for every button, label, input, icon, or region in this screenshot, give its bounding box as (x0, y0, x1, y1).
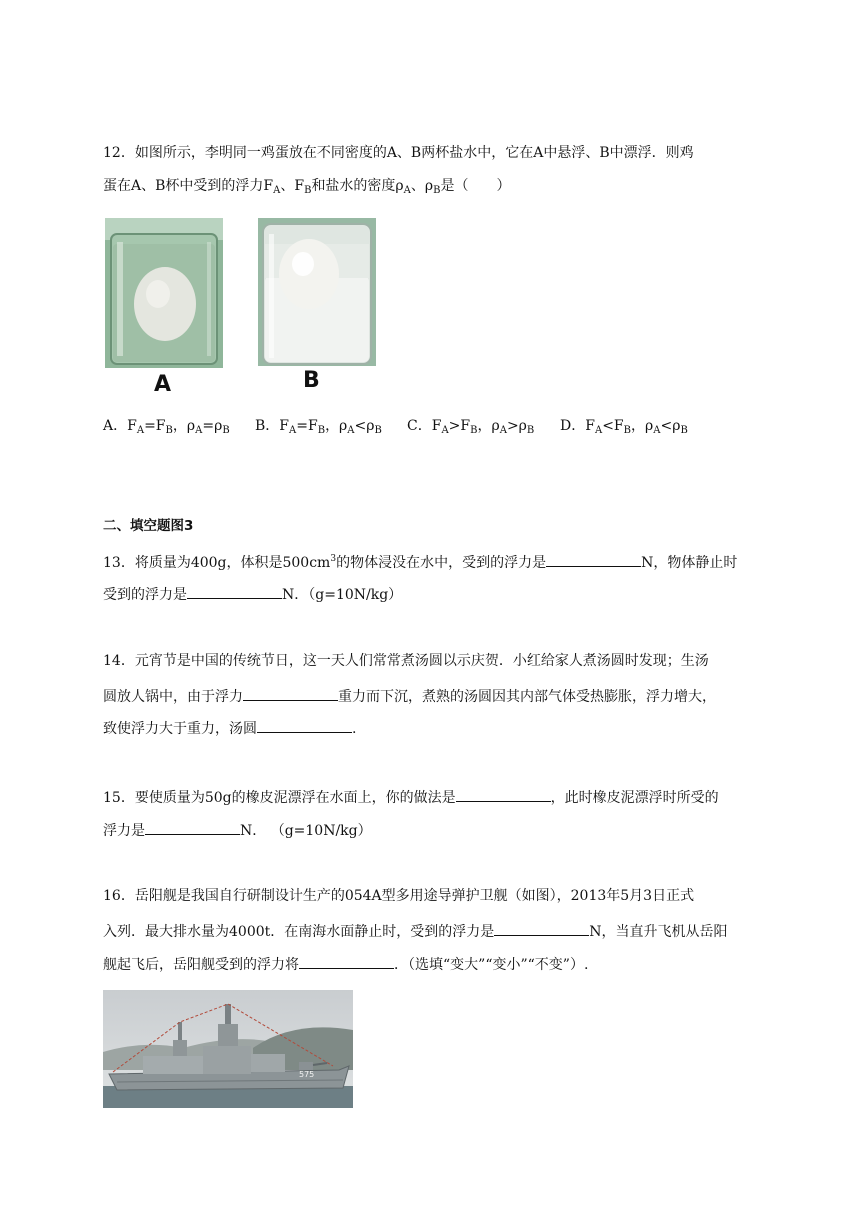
q13-blank-1[interactable] (546, 551, 641, 567)
q16-figure-warship (103, 990, 353, 1108)
q15-blank-2[interactable] (145, 819, 240, 835)
q16-line-3: 舰起飞后，岳阳舰受到的浮力将 ．（选填“变大”“变小”“不变”）. (103, 953, 588, 975)
warship-photo (103, 990, 353, 1108)
q16-line-2: 入列．最大排水量为4000t．在南海水面静止时，受到的浮力是 N，当直升飞机从岳阳 (103, 920, 728, 942)
q12-text-1: 如图所示，李明同一鸡蛋放在不同密度的A、B两杯盐水中，它在A中悬浮、B中漂浮．则鸡 (134, 145, 694, 161)
q15-line-2: 浮力是 N． （g=10N/kg） (103, 819, 372, 841)
beaker-b-label: B (303, 368, 320, 393)
q12-option-a[interactable]: A．$F_A=F_B$，$\rho_A=\rho_B$ (103, 418, 230, 436)
q12-option-d[interactable]: D．$F_A<F_B$，$\rho_A<\rho_B$ (560, 418, 688, 436)
section-2-heading: 二、填空题图3 (103, 518, 194, 534)
q14-blank-1[interactable] (243, 685, 338, 701)
q12-options (103, 416, 688, 436)
q16-blank-2[interactable] (299, 953, 394, 969)
q14-line-2: 圆放人锅中，由于浮力 重力而下沉，煮熟的汤圆因其内部气体受热膨胀，浮力增大， (103, 685, 716, 707)
q12-option-c[interactable]: C．$F_A>F_B$，$\rho_A>\rho_B$ (407, 418, 535, 436)
q14-line-1: 14．元宵节是中国的传统节日，这一天人们常常煮汤圆以示庆贺．小红给家人煮汤圆时发现；生汤 (103, 653, 709, 669)
q14-blank-2[interactable] (257, 717, 352, 733)
q13-blank-2[interactable] (187, 583, 282, 599)
q13-line-1: 13．将质量为400g，体积是$500cm^3$的物体浸没在水中，受到的浮力是 N，物体静止时 (103, 551, 737, 573)
q12-line-1 (103, 143, 694, 163)
q16-blank-1[interactable] (494, 920, 589, 936)
q12-figure-beakers (103, 214, 377, 398)
q13-line-2: 受到的浮力是 N．（g=10N/kg） (103, 583, 402, 605)
beaker-a-label: A (154, 372, 172, 397)
q12-line-2: 蛋在A、B杯中受到的浮力$F_A$、$F_B$和盐水的密度$\rho_A$、$\rho_B$是（ ） (103, 178, 511, 196)
q16-line-1: 16．岳阳舰是我国自行研制设计生产的054A型多用途导弹护卫舰（如图），2013年5月3日正式 (103, 888, 695, 904)
beakers-illustration (103, 214, 377, 398)
q12-option-b[interactable]: B．$F_A=F_B$，$\rho_A<\rho_B$ (255, 418, 382, 436)
q15-line-1: 15．要使质量为50g的橡皮泥漂浮在水面上，你的做法是 ，此时橡皮泥漂浮时所受的 (103, 786, 719, 808)
hull-number: 575 (299, 1070, 315, 1079)
q14-line-3: 致使浮力大于重力，汤圆 . (103, 717, 356, 739)
q12-number: 12． (103, 145, 135, 161)
q15-blank-1[interactable] (456, 786, 551, 802)
